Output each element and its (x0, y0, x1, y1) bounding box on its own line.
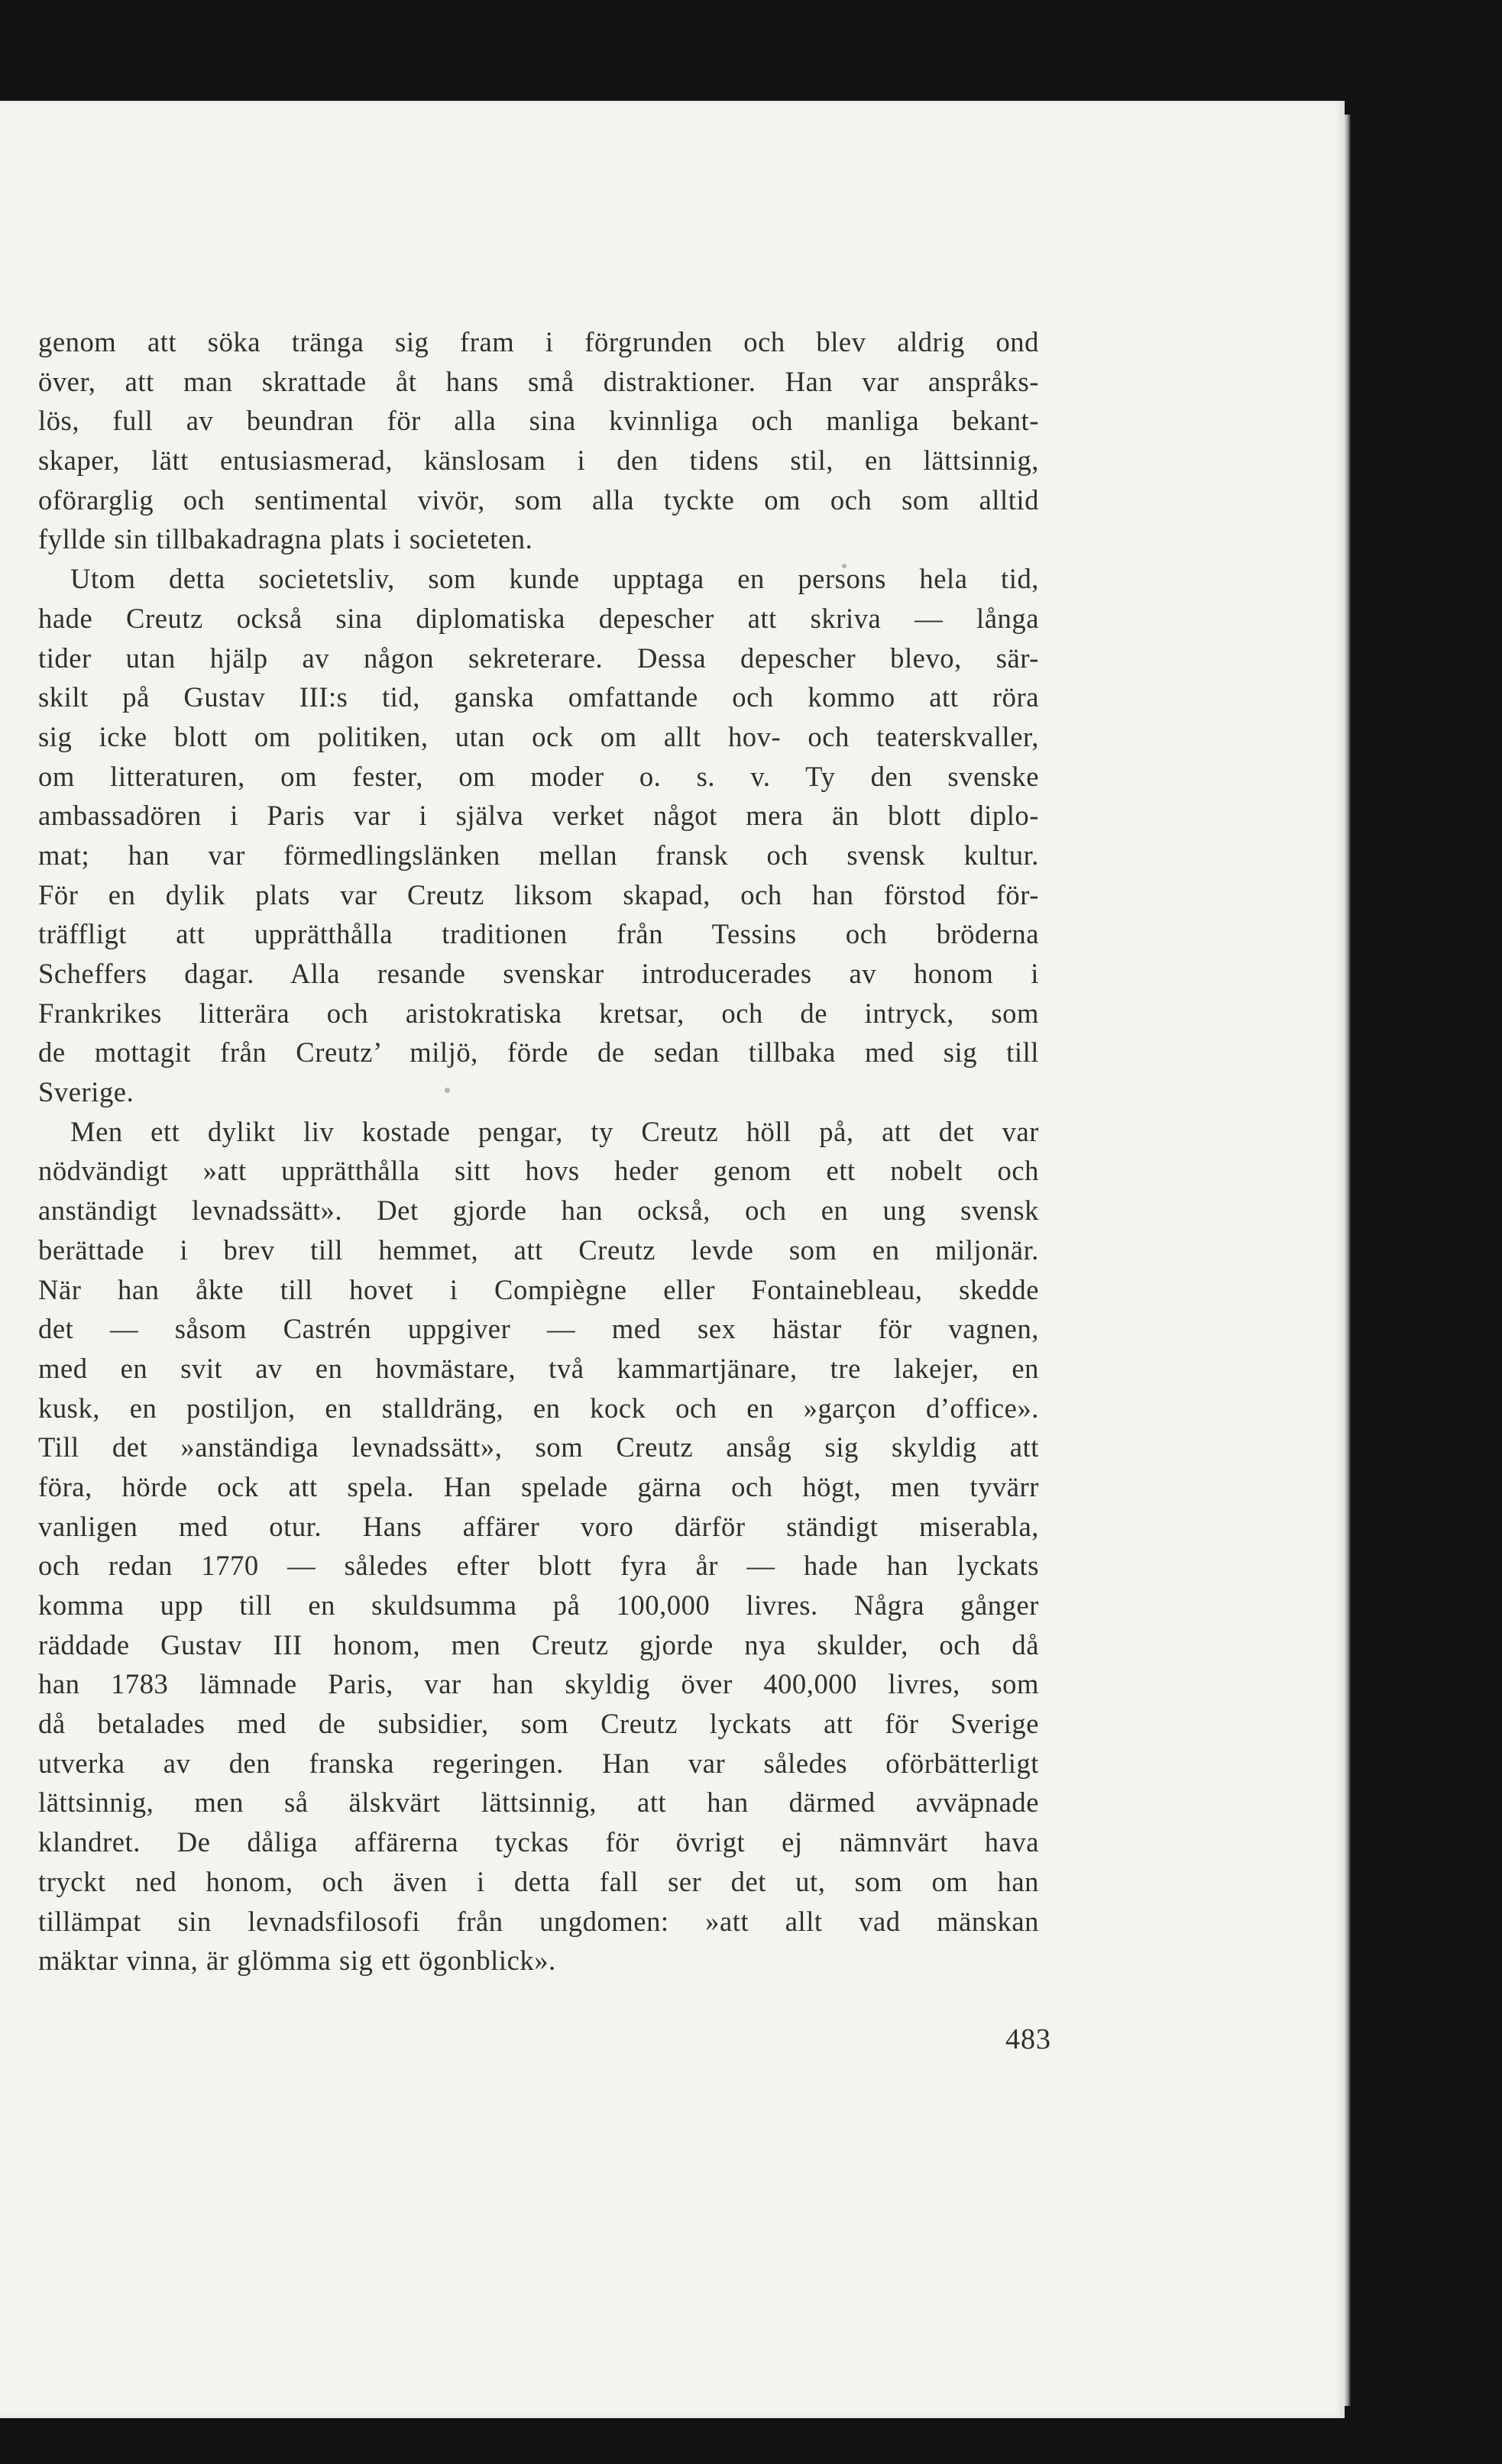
text-line: och redan 1770 — således efter blott fyra år — hade han lyckats (38, 1550, 1039, 1582)
text-line: han 1783 lämnade Paris, var han skyldig över 400,000 livres, som (38, 1668, 1039, 1700)
text-line: tider utan hjälp av någon sekreterare. Dessa depescher blevo, sär- (38, 642, 1039, 674)
text-line: När han åkte till hovet i Compiègne eller Fontainebleau, skedde (38, 1273, 1039, 1305)
scan-background-bottom (0, 2418, 1502, 2464)
text-line: tryckt ned honom, och även i detta fall ser det ut, som om han (38, 1865, 1039, 1897)
text-line: Frankrikes litterära och aristokratiska kretsar, och de intryck, som (38, 997, 1039, 1029)
text-line: Sverige. (38, 1076, 134, 1108)
text-line: berättade i brev till hemmet, att Creutz levde som en miljonär. (38, 1234, 1039, 1266)
text-line: utverka av den franska regeringen. Han var således oförbätterligt (38, 1747, 1039, 1779)
text-line: genom att söka tränga sig fram i förgrunden och blev aldrig ond (38, 326, 1039, 357)
text-line: oförarglig och sentimental vivör, som alla tyckte om och som alltid (38, 483, 1039, 516)
text-line: träffligt att upprätthålla traditionen från Tessins och bröderna (38, 918, 1039, 950)
text-line: Scheffers dagar. Alla resande svenskar introducerades av honom i (38, 958, 1039, 989)
text-line: mat; han var förmedlingslänken mellan fransk och svensk kultur. (38, 839, 1039, 871)
text-line: det — såsom Castrén uppgiver — med sex hästar för vagnen, (38, 1313, 1039, 1345)
text-line: hade Creutz också sina diplomatiska depescher att skriva — långa (38, 602, 1039, 634)
text-line: kusk, en postiljon, en stalldräng, en kock och en »garçon d’office». (38, 1392, 1039, 1424)
page-fore-edge (1345, 115, 1351, 2406)
text-line: skaper, lätt entusiasmerad, känslosam i den tidens stil, en lättsinnig, (38, 445, 1039, 477)
text-line: över, att man skrattade åt hans små distraktioner. Han var anspråks- (38, 365, 1039, 397)
page-number: 483 (1005, 2023, 1051, 2055)
text-line: mäktar vinna, är glömma sig ett ögonblick». (38, 1945, 556, 1977)
text-line: skilt på Gustav III:s tid, ganska omfattande och kommo att röra (38, 681, 1039, 713)
text-line: anständigt levnadssätt». Det gjorde han också, och en ung svensk (38, 1195, 1039, 1227)
text-line: Men ett dylikt liv kostade pengar, ty Creutz höll på, att det var (70, 1115, 1039, 1147)
text-line: lättsinnig, men så älskvärt lättsinnig, att han därmed avväpnade (38, 1787, 1039, 1819)
text-line: klandret. De dåliga affärerna tyckas för övrigt ej nämnvärt hava (38, 1826, 1039, 1858)
body-text (38, 322, 1039, 1981)
text-line: sig icke blott om politiken, utan ock om allt hov- och teaterskvaller, (38, 720, 1039, 752)
text-line: räddade Gustav III honom, men Creutz gjorde nya skulder, och då (38, 1628, 1039, 1660)
text-line: nödvändigt »att upprätthålla sitt hovs heder genom ett nobelt och (38, 1155, 1039, 1187)
text-line: lös, full av beundran för alla sina kvinnliga och manliga bekant- (38, 405, 1039, 437)
text-line: För en dylik plats var Creutz liksom skapad, och han förstod för- (38, 878, 1039, 910)
text-line: Till det »anständiga levnadssätt», som Creutz ansåg sig skyldig att (38, 1431, 1039, 1463)
text-line: vanligen med otur. Hans affärer voro därför ständigt miserabla, (38, 1510, 1039, 1542)
text-line: med en svit av en hovmästare, två kammartjänare, tre lakejer, en (38, 1352, 1039, 1384)
text-line: komma upp till en skuldsumma på 100,000 livres. Några gånger (38, 1589, 1039, 1621)
text-line: då betalades med de subsidier, som Creutz lyckats att för Sverige (38, 1708, 1039, 1740)
text-line: tillämpat sin levnadsfilosofi från ungdomen: »att allt vad mänskan (38, 1905, 1039, 1937)
text-line: ambassadören i Paris var i själva verket något mera än blott diplo- (38, 800, 1039, 832)
text-line: om litteraturen, om fester, om moder o. s. v. Ty den svenske (38, 760, 1039, 792)
text-line: fyllde sin tillbakadragna plats i societeten. (38, 523, 533, 555)
text-line: Utom detta societetsliv, som kunde upptaga en persons hela tid, (70, 563, 1039, 595)
text-line: de mottagit från Creutz’ miljö, förde de sedan tillbaka med sig till (38, 1036, 1039, 1069)
text-line: föra, hörde ock att spela. Han spelade gärna och högt, men tyvärr (38, 1470, 1039, 1502)
